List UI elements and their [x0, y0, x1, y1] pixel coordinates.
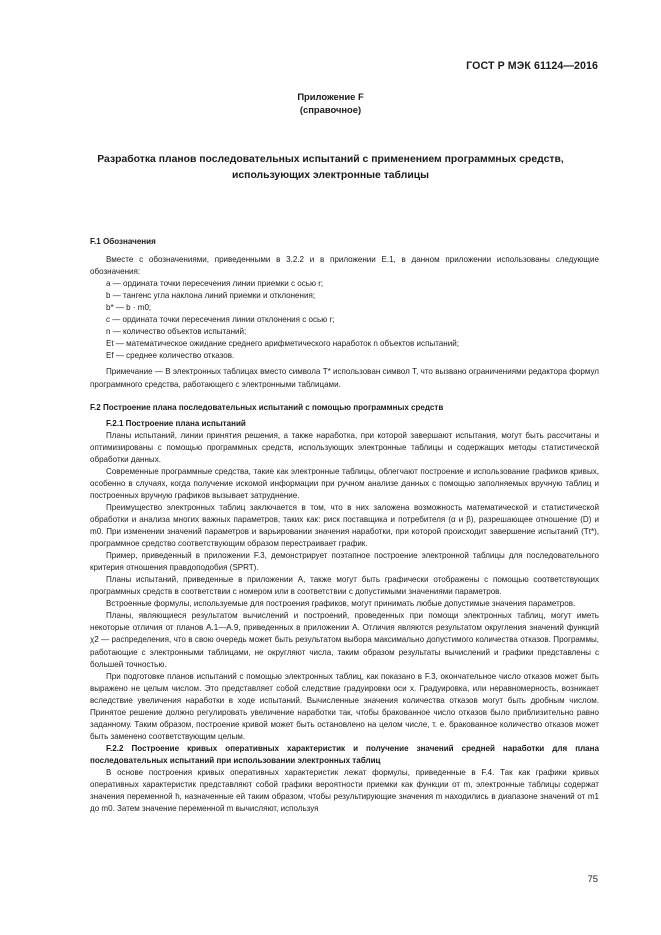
definition-item: b — тангенс угла наклона линий приемки и отклонения; — [106, 291, 316, 301]
standard-code: ГОСТ Р МЭК 61124—2016 — [466, 60, 598, 72]
paragraph: Современные программные средства, такие как электронные таблицы, облегчают построение и использование графиков кривых, особенно в случаях, когда получение искомой информации при ручном анализе данных с помощью заполняемых вручную таблиц и построенных вручную графиков вызывает затруднение. — [90, 466, 599, 500]
definition-item: a — ордината точки пересечения линии приемки с осью r; — [106, 279, 324, 289]
paragraph: Пример, приведенный в приложении F.3, демонстрирует поэтапное построение электронной таблицы для последовательного критерия отношения правдоподобия (SPRT). — [90, 551, 599, 573]
definition-item: n — количество объектов испытаний; — [106, 327, 247, 337]
paragraph: Встроенные формулы, используемые для построения графиков, могут принимать любые допустимые значения параметров. — [106, 599, 576, 609]
definitions-list — [90, 278, 599, 362]
document-body — [90, 236, 599, 815]
document-title — [60, 152, 601, 184]
paragraph: При подготовке планов испытаний с помощью электронных таблиц, как показано в F.3, окончательное число отказов может быть выражено не целым числом. Это представляет собой следствие градуировки оси x. Градуировка, или неравномерность, возникает вследствие увеличения наработки в ходе испытаний. Вычисленные значения количества отказов могут быть дробным числом. Принятое решение должно регулировать увеличение наработки так, чтобы бракованное число отказов было приблизительно равно заданному. Таким образом, построение кривой может быть остановлено на целом числе, т. е. бракованное количество отказов может быть заменено соответствующим целым. — [90, 671, 599, 741]
definition-item: c — ордината точки пересечения линии отклонения с осью r; — [106, 315, 335, 325]
paragraph: Планы испытаний, приведенные в приложении А, также могут быть графически отображены с помощью соответствующих программных средств в соответствии с номером или в соответствии с допустимыми значениями параметров. — [90, 575, 599, 597]
appendix-title: Приложение F — [297, 91, 364, 102]
paragraph: Преимущество электронных таблиц заключается в том, что в них заложена возможность математической и статистической обработки и анализа многих важных параметров, таких как: риск поставщика и потребителя (α и β), разрешающее отношение (D) и m0. При изменении значений параметров и варьировании значения наработки, при которой происходит завершение испытаний (Tt*), программное средство соответствующим образом перестраивает график. — [90, 502, 599, 549]
paragraph: Планы, являющиеся результатом вычислений и построений, проведенных при помощи электронных таблиц, могут иметь некоторые отличия от планов А.1—А.9, приведенных в приложении А. Отличия являются результатом округления значений функций χ2 — распределения, что в свою очередь может быть результатом выбора максимально допустимого количества отказов. Программы, работающие с электронными таблицами, не округляют числа, таким образом результаты вычислений и графики представлены с большей точностью. — [90, 611, 599, 669]
page-number: 75 — [587, 873, 598, 884]
paragraph: Планы испытаний, линии принятия решения, а также наработка, при которой завершают испытания, могут быть рассчитаны и оптимизированы с помощью программных средств, использующих электронные таблицы и содержащих методы статистической обработки данных. — [90, 430, 599, 464]
document-title-line2: использующих электронные таблицы — [232, 170, 429, 181]
appendix-status: (справочное) — [299, 104, 362, 115]
section-f2-heading: F.2 Построение плана последовательных испытаний с помощью программных средств — [90, 402, 444, 412]
section-f1-heading: F.1 Обозначения — [90, 237, 156, 246]
definition-item: Ef — среднее количество отказов. — [106, 351, 235, 361]
definition-item: Et — математическое ожидание среднего арифметического наработок n объектов испытаний; — [106, 339, 459, 349]
section-f21-heading: F.2.1 Построение плана испытаний — [106, 418, 246, 428]
definition-item: b* — b · m0; — [106, 303, 152, 313]
section-f1-intro: Вместе с обозначениями, приведенными в 3.2.2 и в приложении Е.1, в данном приложении использованы следующие обозначения: — [90, 255, 599, 277]
note: Примечание — В электронных таблицах вместо символа T* использован символ T, что вызвано ограничениями редактора формул программного средства, работающего с электронными таблицами. — [90, 367, 599, 389]
paragraph: В основе построения кривых оперативных характеристик лежат формулы, приведенные в F.4. Так как графики кривых оперативных характеристик представляют собой графики вероятности приемки как функции от m, электронные таблицы содержат значения переменной h, назначенные ей таким образом, чтобы результирующие значения m находились в диапазоне значений от m1 до m0. Затем значение переменной m вычисляют, используя — [90, 767, 599, 814]
section-f22-heading: F.2.2 Построение кривых оперативных характеристик и получение значений средней наработки для плана последовательных испытаний при использовании электронных таблиц — [90, 743, 599, 765]
document-title-line1: Разработка планов последовательных испытаний с применением программных средств, — [97, 154, 564, 165]
